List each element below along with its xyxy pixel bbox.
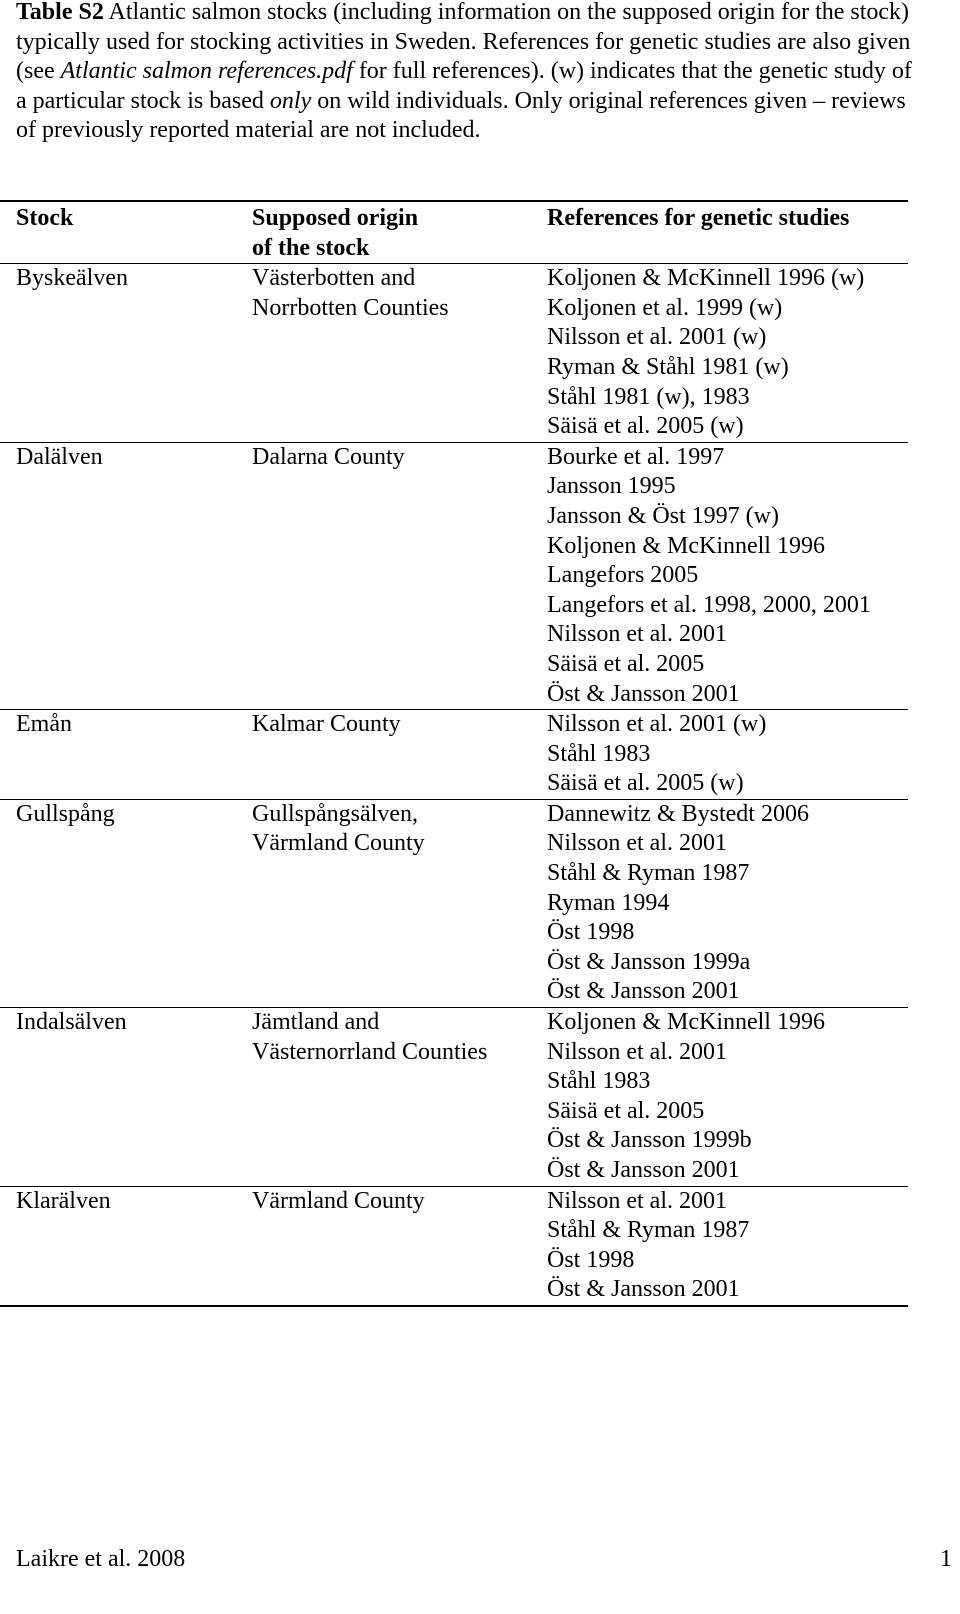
origin-line: Dalarna County — [252, 443, 405, 470]
table-row — [0, 1008, 908, 1187]
reference-item: Säisä et al. 2005 (w) — [547, 770, 744, 797]
footer-page-number: 1 — [940, 1546, 952, 1572]
cell-origin — [252, 799, 547, 1007]
header-origin-line-1: Supposed origin — [252, 205, 419, 231]
cell-references — [547, 1186, 908, 1306]
origin-line: Gullspångsälven, — [252, 800, 418, 827]
origin-line: Jämtland and — [252, 1009, 380, 1036]
reference-item: Langefors 2005 — [547, 562, 699, 589]
cell-origin — [252, 264, 547, 443]
origin-line: Västerbotten and — [252, 265, 416, 292]
caption-file-name: Atlantic salmon references.pdf — [60, 58, 353, 85]
reference-item: Koljonen & McKinnell 1996 (w) — [547, 265, 865, 292]
caption-emphasis: only — [269, 87, 312, 114]
caption-text-3: on wild individuals. Only original references given – reviews of previously reported material are not included. — [16, 87, 906, 144]
table-caption — [16, 0, 926, 146]
cell-stock: Emån — [0, 710, 252, 800]
reference-item: Nilsson et al. 2001 (w) — [547, 711, 767, 738]
cell-stock: Byskeälven — [0, 264, 252, 443]
reference-item: Ståhl 1983 — [547, 740, 651, 767]
caption-text-2: for full references). (w) indicates that the genetic study of a particular stock is based — [16, 58, 912, 114]
reference-item: Nilsson et al. 2001 — [547, 1038, 727, 1065]
table-row — [0, 799, 908, 1007]
header-references: References for genetic studies — [547, 201, 908, 264]
table-body — [0, 264, 908, 1306]
table-row — [0, 264, 908, 443]
cell-references — [547, 1008, 908, 1187]
cell-stock: Gullspång — [0, 799, 252, 1007]
reference-item: Nilsson et al. 2001 — [547, 1187, 727, 1214]
table-row — [0, 710, 908, 800]
origin-line: Värmland County — [252, 830, 425, 857]
reference-item: Nilsson et al. 2001 (w) — [547, 324, 767, 351]
reference-item: Säisä et al. 2005 — [547, 1097, 705, 1124]
reference-item: Ståhl 1981 (w), 1983 — [547, 383, 750, 410]
reference-item: Ryman 1994 — [547, 889, 670, 916]
reference-item: Koljonen & McKinnell 1996 — [547, 532, 825, 559]
cell-references — [547, 799, 908, 1007]
reference-item: Öst & Jansson 2001 — [547, 680, 740, 707]
reference-item: Jansson 1995 — [547, 473, 676, 500]
reference-item: Koljonen & McKinnell 1996 — [547, 1009, 825, 1036]
reference-item: Ståhl 1983 — [547, 1068, 651, 1095]
origin-line: Norrbotten Counties — [252, 294, 449, 321]
table-row — [0, 442, 908, 709]
reference-item: Öst & Jansson 2001 — [547, 1157, 740, 1183]
cell-references — [547, 710, 908, 800]
cell-stock: Dalälven — [0, 442, 252, 709]
reference-item: Ståhl & Ryman 1987 — [547, 860, 750, 887]
cell-references — [547, 442, 908, 709]
reference-item: Koljonen et al. 1999 (w) — [547, 294, 783, 321]
footer-author: Laikre et al. 2008 — [16, 1546, 186, 1572]
header-origin-line-2: of the stock — [252, 234, 370, 261]
table-header-row — [0, 201, 908, 264]
table-row — [0, 1186, 908, 1306]
cell-origin — [252, 1008, 547, 1187]
reference-item: Langefors et al. 1998, 2000, 2001 — [547, 591, 871, 618]
reference-item: Öst 1998 — [547, 1246, 635, 1273]
header-origin — [252, 201, 547, 264]
caption-label: Table S2 — [16, 0, 104, 25]
cell-origin — [252, 710, 547, 800]
reference-item: Öst & Jansson 2001 — [547, 1276, 740, 1303]
origin-line: Kalmar County — [252, 711, 401, 738]
reference-item: Öst 1998 — [547, 919, 635, 946]
cell-stock: Indalsälven — [0, 1008, 252, 1187]
header-stock: Stock — [0, 201, 252, 264]
cell-origin — [252, 442, 547, 709]
reference-item: Öst & Jansson 1999a — [547, 948, 751, 975]
reference-item: Jansson & Öst 1997 (w) — [547, 502, 779, 529]
reference-item: Öst & Jansson 1999b — [547, 1127, 752, 1154]
salmon-stocks-table — [0, 200, 908, 1307]
origin-line: Värmland County — [252, 1187, 425, 1214]
reference-item: Säisä et al. 2005 (w) — [547, 413, 744, 440]
reference-item: Öst & Jansson 2001 — [547, 978, 740, 1005]
origin-line: Västernorrland Counties — [252, 1038, 488, 1065]
reference-item: Ryman & Ståhl 1981 (w) — [547, 353, 789, 380]
cell-references — [547, 264, 908, 443]
reference-item: Nilsson et al. 2001 — [547, 621, 727, 648]
reference-item: Bourke et al. 1997 — [547, 443, 725, 470]
reference-item: Dannewitz & Bystedt 2006 — [547, 800, 809, 827]
caption-text-1: Atlantic salmon stocks (including information on the supposed origin for the stock) typically used for stocking activities in Sweden. References for genetic studies are also given (see — [16, 0, 911, 85]
reference-item: Ståhl & Ryman 1987 — [547, 1217, 750, 1244]
reference-item: Säisä et al. 2005 — [547, 650, 705, 677]
reference-item: Nilsson et al. 2001 — [547, 830, 727, 857]
cell-origin — [252, 1186, 547, 1306]
cell-stock: Klarälven — [16, 1187, 111, 1214]
